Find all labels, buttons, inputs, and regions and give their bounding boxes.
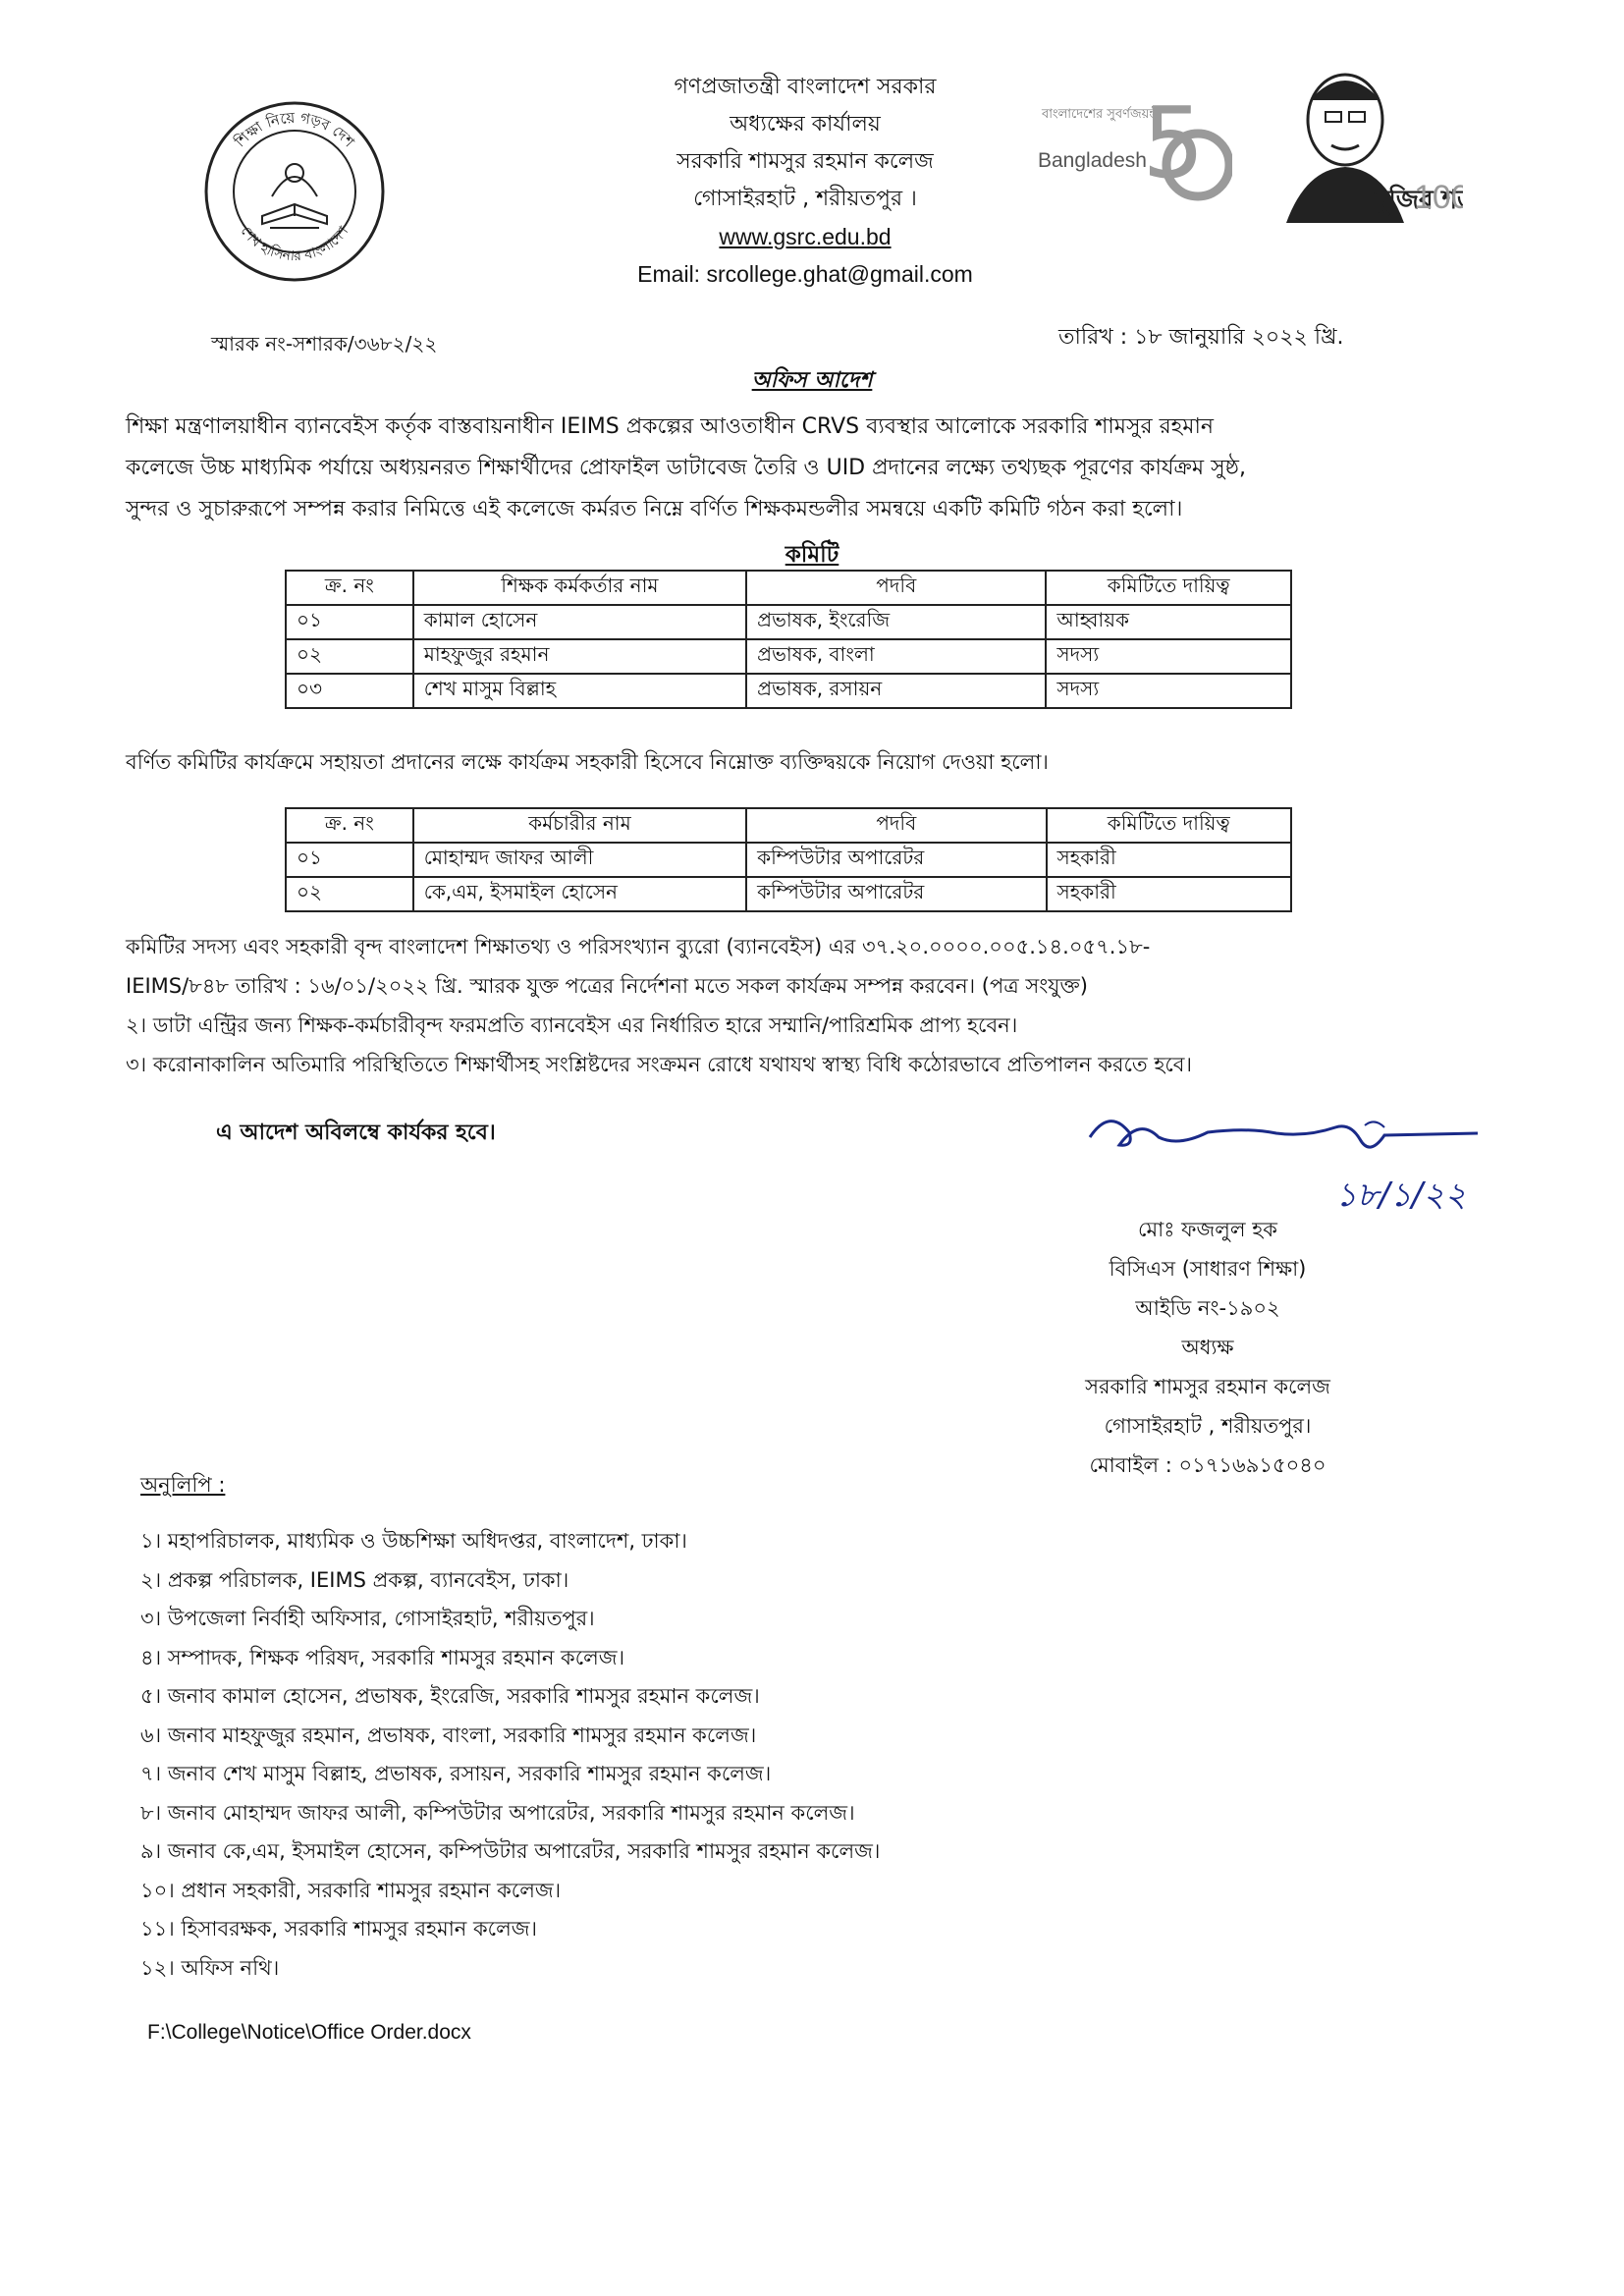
list-item: ৫। জনাব কামাল হোসেন, প্রভাষক, ইংরেজি, সরকারি শামসুর রহমান কলেজ। — [140, 1684, 760, 1708]
table-cell: মাহফুজুর রহমান — [413, 639, 746, 674]
assistant-table — [285, 807, 1292, 912]
table-header-row — [286, 571, 1291, 605]
logo50-caption: বাংলাদেশের সুবর্ণজয়ন্তী — [1042, 107, 1162, 122]
signer-name: মোঃ ফজলুল হক — [1138, 1218, 1277, 1241]
table-row — [286, 877, 1291, 911]
list-item: ৭। জনাব শেখ মাসুম বিল্লাহ, প্রভাষক, রসায়ন, সরকারি শামসুর রহমান কলেজ। — [140, 1762, 772, 1785]
signer-block — [1060, 1210, 1355, 1485]
table-cell: প্রভাষক, রসায়ন — [746, 674, 1046, 708]
table-cell: আহ্বায়ক — [1046, 605, 1291, 639]
header-govt: গণপ্রজাতন্ত্রী বাংলাদেশ সরকার — [674, 75, 937, 99]
instruction-line: IEIMS/৮৪৮ তারিখ : ১৬/০১/২০২২ খ্রি. স্মারক যুক্ত পত্রের নির্দেশনা মতে সকল কার্যক্রম সম্পন্ন করবেন। (পত্র সংযুক্ত) — [126, 974, 1088, 998]
header-college: সরকারি শামসুর রহমান কলেজ — [677, 149, 934, 174]
file-path: F:\College\Notice\Office Order.docx — [147, 2021, 471, 2044]
svg-text:5: 5 — [1142, 85, 1205, 200]
table-row — [286, 843, 1291, 877]
list-item: ২। প্রকল্প পরিচালক, IEIMS প্রকল্প, ব্যানবেইস, ঢাকা। — [140, 1567, 569, 1592]
logo50-text: Bangladesh — [1038, 149, 1147, 172]
header-office: অধ্যক্ষের কার্যালয় — [730, 112, 881, 137]
college-seal-logo — [201, 98, 388, 285]
committee-table — [285, 570, 1292, 709]
col-header: কমিটিতে দায়িত্ব — [1047, 808, 1292, 843]
list-item: ১০। প্রধান সহকারী, সরকারি শামসুর রহমান কলেজ। — [140, 1878, 562, 1902]
order-date: তারিখ : ১৮ জানুয়ারি ২০২২ খ্রি. — [1058, 325, 1344, 350]
instruction-line: ২। ডাটা এন্ট্রির জন্য শিক্ষক-কর্মচারীবৃন্দ ফরমপ্রতি ব্যানবেইস এর নির্ধারিত হারে সম্মানি/পারিশ্রমিক প্রাপ্য হবেন। — [126, 1013, 1018, 1037]
bangladesh-50-logo — [1026, 79, 1232, 206]
list-item: ১। মহাপরিচালক, মাধ্যমিক ও উচ্চশিক্ষা অধিদপ্তর, বাংলাদেশ, ঢাকা। — [140, 1529, 687, 1553]
signer-mobile: মোবাইল : ০১৭১৬৯১৫০৪০ — [1089, 1453, 1326, 1477]
signer-id: আইডি নং-১৯০২ — [1135, 1296, 1280, 1320]
table-row — [286, 639, 1291, 674]
signer-cadre: বিসিএস (সাধারণ শিক্ষা) — [1109, 1257, 1307, 1281]
col-header: ক্র. নং — [286, 571, 413, 605]
instruction-line: ৩। করোনাকালিন অতিমারি পরিস্থিতিতে শিক্ষার্থীসহ সংশ্লিষ্টদের সংক্রমন রোধে যথাযথ স্বাস্থ্য বিধি কঠোরভাবে প্রতিপালন করতে হবে। — [126, 1053, 1192, 1076]
list-item: ১১। হিসাবরক্ষক, সরকারি শামসুর রহমান কলেজ। — [140, 1917, 538, 1941]
table-cell: ০২ — [286, 877, 413, 911]
seal-bottom-text: শেখ হাসিনার বাংলাদেশ — [237, 223, 352, 265]
copy-to-title: অনুলিপি : — [140, 1473, 226, 1497]
effective-statement: এ আদেশ অবিলম্বে কার্যকর হবে। — [216, 1121, 496, 1145]
header-email: Email: srcollege.ghat@gmail.com — [637, 261, 973, 287]
col-header: শিক্ষক কর্মকর্তার নাম — [413, 571, 746, 605]
table-row — [286, 605, 1291, 639]
seal-top-text: শিক্ষা নিয়ে গড়ব দেশ — [231, 108, 358, 151]
signer-designation: অধ্যক্ষ — [1181, 1336, 1234, 1359]
table-cell: প্রভাষক, বাংলা — [746, 639, 1046, 674]
list-item: ৩। উপজেলা নির্বাহী অফিসার, গোসাইরহাট, শরীয়তপুর। — [140, 1607, 595, 1630]
table-cell: সদস্য — [1046, 674, 1291, 708]
memo-number: স্মারক নং-সশারক/৩৬৮২/২২ — [211, 332, 438, 355]
copy-to-list — [140, 1522, 880, 1988]
document-title — [0, 363, 1624, 400]
committee-title-text: কমিটি — [785, 542, 839, 568]
table-cell: কম্পিউটার অপারেটর — [746, 877, 1046, 911]
table-cell: সদস্য — [1046, 639, 1291, 674]
signature — [1080, 1098, 1492, 1226]
document-title-text: অফিস আদেশ — [751, 368, 873, 393]
mujib-text: মুজিব শ — [1375, 186, 1458, 215]
table-cell: ০৩ — [286, 674, 413, 708]
instructions — [126, 927, 1481, 1084]
table-cell: প্রভাষক, ইংরেজি — [746, 605, 1046, 639]
list-item: ৪। সম্পাদক, শিক্ষক পরিষদ, সরকারি শামসুর রহমান কলেজ। — [140, 1645, 625, 1669]
table-cell: মোহাম্মদ জাফর আলী — [413, 843, 746, 877]
col-header: কমিটিতে দায়িত্ব — [1046, 571, 1291, 605]
table-cell: শেখ মাসুম বিল্লাহ — [413, 674, 746, 708]
list-item: ৬। জনাব মাহফুজুর রহমান, প্রভাষক, বাংলা, সরকারি শামসুর রহমান কলেজ। — [140, 1722, 757, 1747]
table-cell: ০১ — [286, 605, 413, 639]
table-cell: কম্পিউটার অপারেটর — [746, 843, 1046, 877]
signer-address: গোসাইরহাট , শরীয়তপুর। — [1104, 1414, 1312, 1438]
col-header: ক্র. নং — [286, 808, 413, 843]
mujib-100-logo — [1267, 61, 1463, 228]
signer-college: সরকারি শামসুর রহমান কলেজ — [1085, 1375, 1330, 1398]
table-cell: সহকারী — [1047, 843, 1292, 877]
table-header-row — [286, 808, 1291, 843]
assistant-intro: বর্ণিত কমিটির কার্যক্রমে সহায়তা প্রদানের লক্ষে কার্যক্রম সহকারী হিসেবে নিম্নোক্ত ব্যক্তিদ্বয়কে নিয়োগ দেওয়া হলো। — [126, 750, 1049, 774]
intro-line: সুন্দর ও সুচারুরূপে সম্পন্ন করার নিমিত্তে এই কলেজে কর্মরত নিম্নে বর্ণিত শিক্ষকমন্ডলীর সমন্বয়ে একটি কমিটি গঠন করা হলো। — [126, 497, 1183, 521]
intro-line: শিক্ষা মন্ত্রণালয়াধীন ব্যানবেইস কর্তৃক বাস্তবায়নাধীন IEIMS প্রকল্পের আওতাধীন CRVS ব্যবস্থার আলোকে সরকারি শামসুর রহমান — [126, 414, 1214, 439]
svg-text:শেখ হাসিনার বাংলাদেশ — [238, 223, 352, 264]
col-header: কর্মচারীর নাম — [413, 808, 746, 843]
table-cell: কে,এম, ইসমাইল হোসেন — [413, 877, 746, 911]
list-item: ১২। অফিস নথি। — [140, 1955, 280, 1980]
svg-text:100: 100 — [1414, 179, 1463, 216]
intro-line: কলেজে উচ্চ মাধ্যমিক পর্যায়ে অধ্যয়নরত শিক্ষার্থীদের প্রোফাইল ডাটাবেজ তৈরি ও UID প্রদানের লক্ষ্যে তথ্যছক পূরণের কার্যক্রম সুষ্ঠ, — [126, 456, 1247, 480]
office-header — [550, 69, 1060, 293]
intro-paragraph — [126, 407, 1461, 530]
instruction-line: কমিটির সদস্য এবং সহকারী বৃন্দ বাংলাদেশ শিক্ষাতথ্য ও পরিসংখ্যান ব্যুরো (ব্যানবেইস) এর ৩৭.২০.০০০০.০০৫.১৪.০৫৭.১৮- — [126, 935, 1151, 958]
header-address: গোসাইরহাট , শরীয়তপুর । — [693, 187, 917, 211]
table-cell: সহকারী — [1047, 877, 1292, 911]
signature-date: ১৮/১/২২ — [1335, 1175, 1467, 1215]
table-cell: ০১ — [286, 843, 413, 877]
table-cell: কামাল হোসেন — [413, 605, 746, 639]
col-header: পদবি — [746, 808, 1046, 843]
list-item: ৮। জনাব মোহাম্মদ জাফর আলী, কম্পিউটার অপারেটর, সরকারি শামসুর রহমান কলেজ। — [140, 1800, 855, 1825]
col-header: পদবি — [746, 571, 1046, 605]
header-website-link[interactable]: www.gsrc.edu.bd — [719, 224, 892, 249]
table-row — [286, 674, 1291, 708]
table-cell: ০২ — [286, 639, 413, 674]
list-item: ৯। জনাব কে,এম, ইসমাইল হোসেন, কম্পিউটার অপারেটর, সরকারি শামসুর রহমান কলেজ। — [140, 1839, 881, 1863]
